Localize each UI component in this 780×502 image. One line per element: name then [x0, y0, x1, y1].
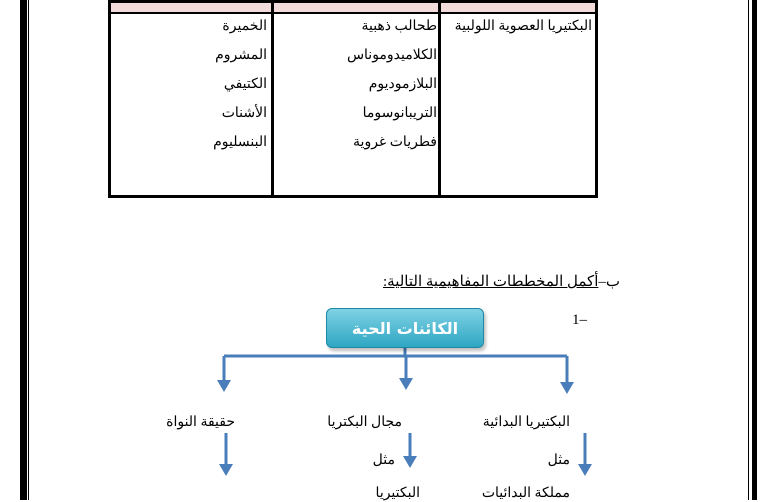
arrow-down-icon	[560, 382, 574, 394]
arrow-down-icon	[578, 464, 592, 476]
table-cell: الخميرة	[222, 19, 267, 34]
concept-example-label: مثل	[372, 453, 395, 468]
section-title: أكمل المخططات المفاهيمية التالية:	[383, 274, 599, 290]
concept-node: البكتيريا البدائية	[482, 415, 570, 430]
concept-root-box: الكائنات الحية	[326, 308, 484, 348]
table-cell: البلازموديوم	[368, 77, 437, 92]
table-cell: البكتيريا العصوية اللولبية	[454, 19, 592, 34]
section-prefix: ب–	[598, 274, 620, 290]
table-cell: الكلاميدوموناس	[346, 48, 437, 63]
table-cell: المشروم	[215, 48, 267, 63]
table-cell: الكتيفي	[223, 77, 267, 92]
table-cell: فطريات غروية	[353, 135, 437, 150]
item-number: 1–	[572, 312, 587, 328]
table-cell: التريبانوسوما	[362, 106, 437, 121]
table-cell: طحالب ذهبية	[361, 19, 437, 34]
concept-node: حقيقة النواة	[166, 415, 235, 430]
concept-node: مجال البكتريا	[327, 415, 402, 430]
arrow-down-icon	[403, 456, 417, 468]
concept-child-node: البكتيريا	[375, 486, 420, 501]
table-cell: الأشنات	[221, 106, 267, 121]
table-cell: البنسليوم	[213, 135, 267, 150]
concept-child-node: مملكة البدائيات	[481, 486, 570, 501]
concept-example-label: مثل	[547, 453, 570, 468]
arrow-down-icon	[219, 464, 233, 476]
arrow-down-icon	[399, 378, 413, 390]
arrow-down-icon	[217, 380, 231, 392]
